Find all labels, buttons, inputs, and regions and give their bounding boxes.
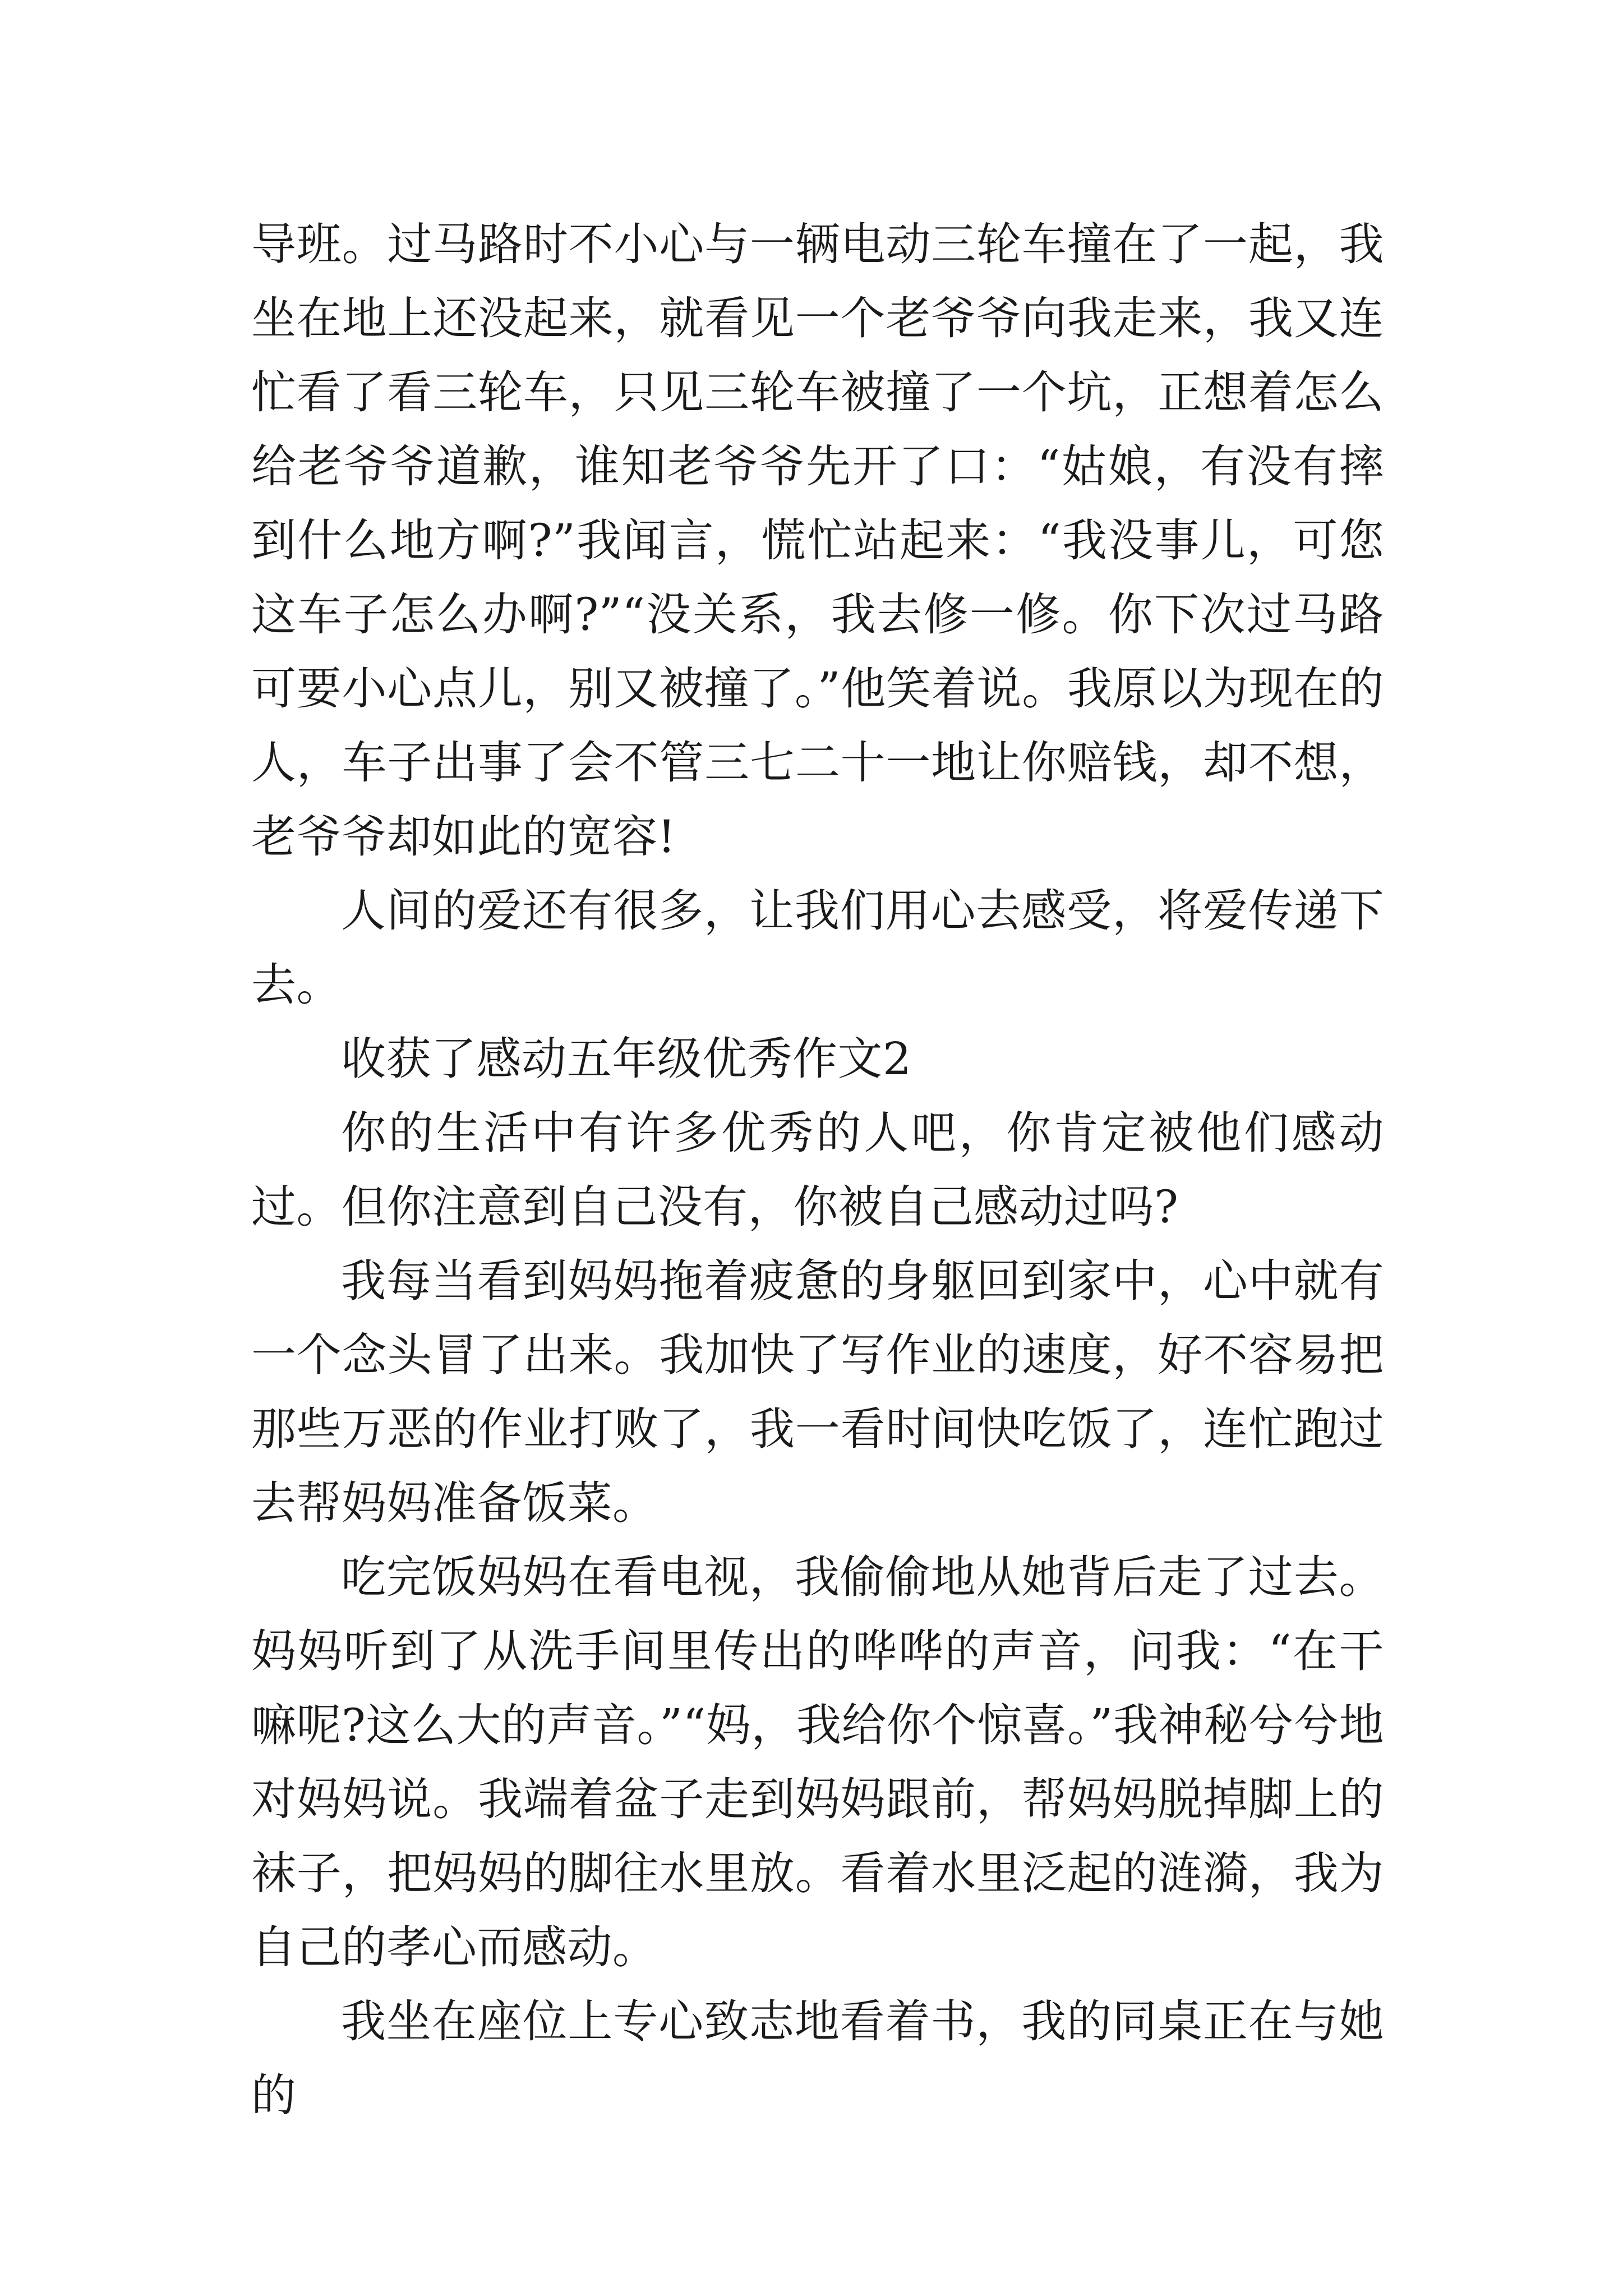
paragraph-reading: 我坐在座位上专心致志地看着书，我的同桌正在与她的 <box>251 1995 1384 2122</box>
paragraph-footwash: 吃完饭妈妈在看电视，我偷偷地从她背后走了过去。妈妈听到了从洗手间里传出的哗哗的声音，问我：“在干嘛呢?这么大的声音。”“妈，我给你个惊喜。”我神秘兮兮地对妈妈说。我端着盆子走到妈妈跟前，帮妈妈脱掉脚上的袜子，把妈妈的脚往水里放。看着水里泛起的涟漪，我为自己的孝心而感动。 <box>251 1551 1384 1973</box>
paragraph-continuation: 导班。过马路时不小心与一辆电动三轮车撞在了一起，我坐在地上还没起来，就看见一个老爷爷向我走来，我又连忙看了看三轮车，只见三轮车被撞了一个坑，正想着怎么给老爷爷道歉，谁知老爷爷先开了口：“姑娘，有没有摔到什么地方啊?”我闻言，慌忙站起来：“我没事儿，可您这车子怎么办啊?”“没关系，我去修一修。你下次过马路可要小心点儿，别又被撞了。”他笑着说。我原以为现在的人，车子出事了会不管三七二十一地让你赔钱，却不想，老爷爷却如此的宽容! <box>251 218 1384 863</box>
article-body <box>251 208 1384 2133</box>
paragraph-conclusion: 人间的爱还有很多，让我们用心去感受，将爱传递下去。 <box>251 885 1384 1011</box>
essay-title: 收获了感动五年级优秀作文2 <box>341 1033 912 1085</box>
paragraph-homework: 我每当看到妈妈拖着疲惫的身躯回到家中，心中就有一个念头冒了出来。我加快了写作业的速度，好不容易把那些万恶的作业打败了，我一看时间快吃饭了，连忙跑过去帮妈妈准备饭菜。 <box>251 1255 1384 1529</box>
paragraph-intro: 你的生活中有许多优秀的人吧，你肯定被他们感动过。但你注意到自己没有，你被自己感动过吗? <box>251 1107 1384 1233</box>
